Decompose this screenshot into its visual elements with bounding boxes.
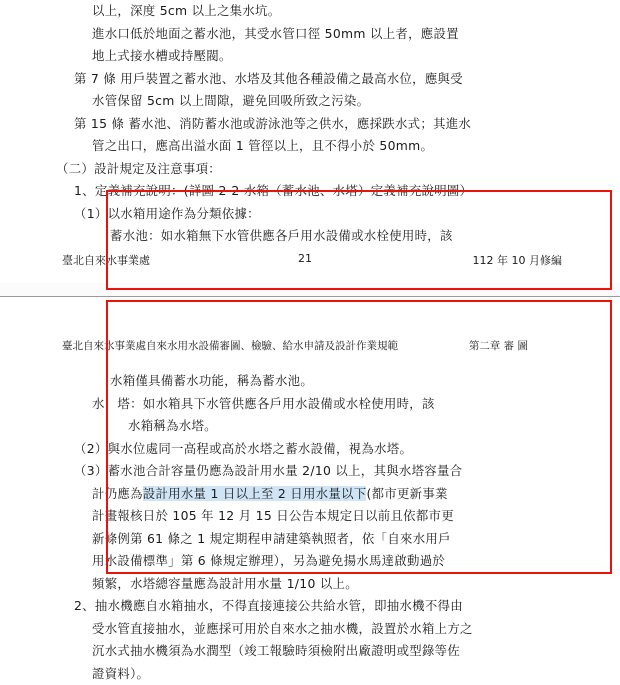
doc-line: （1）以水箱用途作為分類依據： xyxy=(56,203,616,226)
page2-header-chapter: 第二章 審 圖 xyxy=(469,338,528,353)
doc-line: 管之出口，應高出溢水面 1 管徑以上，且不得小於 50mm。 xyxy=(56,135,616,158)
doc-line: 沉水式抽水機須為水潤型（竣工報驗時須檢附出廠證明或型錄等佐 xyxy=(56,640,616,663)
doc-line: 1、定義補充說明：(詳圖 2-2 水箱（蓄水池、水塔）定義補充說明圖） xyxy=(56,180,616,203)
doc-line: 進水口低於地面之蓄水池，其受水管口徑 50mm 以上者，應設置 xyxy=(56,23,616,46)
doc-line: 用水設備標準」第 6 條規定辦理），另為避免揚水馬達啟動過於 xyxy=(56,550,616,573)
doc-line: （2）與水位處同一高程或高於水塔之蓄水設備，視為水塔。 xyxy=(56,438,616,461)
doc-line: 2、抽水機應自水箱抽水，不得直接連接公共給水管，即抽水機不得由 xyxy=(56,595,616,618)
page2-header-title: 臺北自來水事業處自來水用水設備審圖、檢驗、給水申請及設計作業規範 xyxy=(62,338,398,353)
footer-page-number: 21 xyxy=(298,252,312,265)
doc-line: 第 15 條 蓄水池、消防蓄水池或游泳池等之供水，應採跌水式；其進水 xyxy=(56,113,616,136)
doc-line: 水 塔：如水箱具下水管供應各戶用水設備或水栓使用時，該 xyxy=(56,393,616,416)
page-separator-line xyxy=(0,296,620,297)
page-gap xyxy=(0,283,620,297)
page2-body xyxy=(56,370,616,685)
doc-line: 水箱稱為水塔。 xyxy=(56,415,616,438)
page1-body xyxy=(56,0,616,248)
doc-line: 證資料）。 xyxy=(56,663,616,685)
doc-line: 以上，深度 5cm 以上之集水坑。 xyxy=(56,0,616,23)
doc-line: 地上式接水槽或持壓閥。 xyxy=(56,45,616,68)
footer-organization: 臺北自來水事業處 xyxy=(62,252,150,268)
highlight-prefix: 計仍應為 xyxy=(92,486,143,501)
doc-line: 水箱僅具備蓄水功能，稱為蓄水池。 xyxy=(56,370,616,393)
doc-line: 蓄水池：如水箱無下水管供應各戶用水設備或水栓使用時，該 xyxy=(56,225,616,248)
doc-line: 第 7 條 用戶裝置之蓄水池、水塔及其他各種設備之最高水位，應與受 xyxy=(56,68,616,91)
doc-line: （3）蓄水池合計容量仍應為設計用水量 2/10 以上，其與水塔容量合 xyxy=(56,460,616,483)
highlighted-text: 設計用水量 1 日以上至 2 日用水量以下 xyxy=(143,486,367,501)
doc-line: 受水管直接抽水，並應採可用於自來水之抽水機，設置於水箱上方之 xyxy=(56,618,616,641)
doc-line: 頻繁，水塔總容量應為設計用水量 1/10 以上。 xyxy=(56,573,616,596)
footer-revision-date: 112 年 10 月修編 xyxy=(473,252,562,268)
doc-line: 水管保留 5cm 以上間隙，避免回吸所致之污染。 xyxy=(56,90,616,113)
doc-line: 新條例第 61 條之 1 規定期程申請建築執照者，依「自來水用戶 xyxy=(56,528,616,551)
doc-line: （二）設計規定及注意事項： xyxy=(56,158,616,181)
doc-line-highlighted xyxy=(56,483,616,506)
highlight-suffix: (都市更新事業 xyxy=(366,486,447,501)
doc-line: 計畫報核日於 105 年 12 月 15 日公告本規定日以前且依都市更 xyxy=(56,505,616,528)
